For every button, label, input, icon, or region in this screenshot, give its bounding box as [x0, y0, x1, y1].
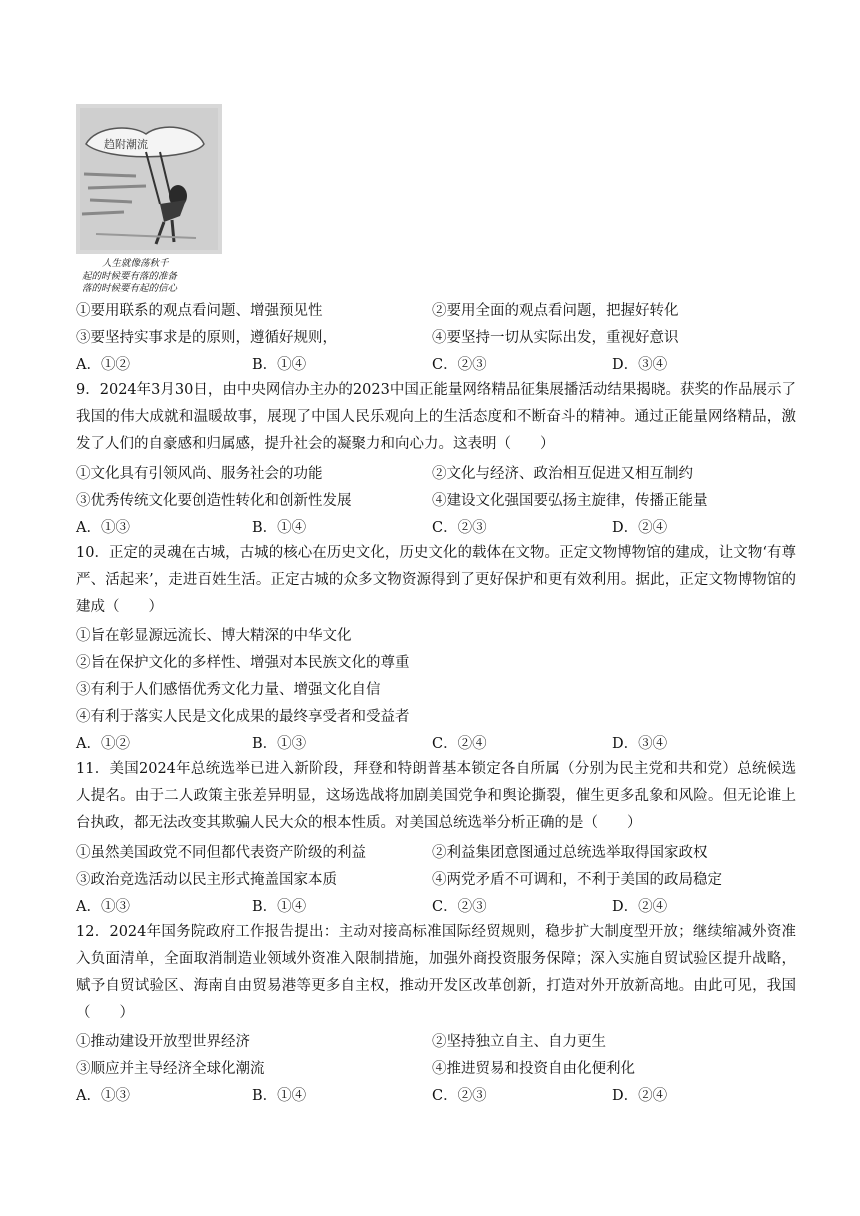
q9-answer-c[interactable]: C．②③: [432, 520, 487, 536]
q10-answer-a[interactable]: A．①②: [76, 736, 130, 752]
q8-answer-d[interactable]: D．③④: [612, 357, 668, 373]
q9-option-4: ④建设文化强国要弘扬主旋律，传播正能量: [432, 493, 708, 509]
cartoon-caption-3: 落的时候要有起的信心: [82, 283, 178, 292]
q8-option-1: ①要用联系的观点看问题、增强预见性: [76, 303, 323, 319]
q12-stem: 12．2024年国务院政府工作报告提出：主动对接高标准国际经贸规则，稳步扩大制度型开放；继续缩减外资准入负面清单，全面取消制造业领域外资准入限制措施，加强外商投资服务保障；深入实施自贸试验区提升战略，赋予自贸试验区、海南自由贸易港等更多自主权，推动开发区改革创新，打造对外开放新高地。由此可见，我国（ ）: [76, 924, 796, 1021]
q12-answer-d[interactable]: D．②④: [612, 1088, 668, 1104]
q10-option-1: ①旨在彰显源远流长、博大精深的中华文化: [76, 628, 352, 644]
q12-answer-c[interactable]: C．②③: [432, 1088, 487, 1104]
q12-option-1: ①推动建设开放型世界经济: [76, 1034, 250, 1050]
q9-answer-d[interactable]: D．②④: [612, 520, 668, 536]
q11-option-3: ③政治竞选活动以民主形式掩盖国家本质: [76, 872, 337, 888]
cartoon-sign-text: 趋附潮流: [104, 138, 148, 151]
q11-answer-c[interactable]: C．②③: [432, 899, 487, 915]
q11-option-1: ①虽然美国政党不同但都代表资产阶级的利益: [76, 845, 366, 861]
q10-answer-c[interactable]: C．②④: [432, 736, 487, 752]
q11-answer-a[interactable]: A．①③: [76, 899, 130, 915]
q12-answer-a[interactable]: A．①③: [76, 1088, 130, 1104]
q12-answer-b[interactable]: B．①④: [252, 1088, 307, 1104]
q9-option-3: ③优秀传统文化要创造性转化和创新性发展: [76, 493, 352, 509]
swing-cartoon-image: [76, 104, 222, 292]
q10-answer-d[interactable]: D．③④: [612, 736, 668, 752]
q9-stem: 9．2024年3月30日，由中央网信办主办的2023中国正能量网络精品征集展播活动结果揭晓。获奖的作品展示了我国的伟大成就和温暖故事，展现了中国人民乐观向上的生活态度和不断奋斗的精神。通过正能量网络精品，激发了人们的自豪感和归属感，提升社会的凝聚力和向心力。这表明（ ）: [76, 382, 796, 452]
q10-answer-b[interactable]: B．①③: [252, 736, 307, 752]
q8-option-3: ③要坚持实事求是的原则，遵循好规则，: [76, 330, 337, 346]
q8-option-4: ④要坚持一切从实际出发，重视好意识: [432, 330, 679, 346]
q11-answer-d[interactable]: D．②④: [612, 899, 668, 915]
q9-answer-a[interactable]: A．①③: [76, 520, 130, 536]
q11-option-4: ④两党矛盾不可调和，不利于美国的政局稳定: [432, 872, 722, 888]
q12-option-4: ④推进贸易和投资自由化便利化: [432, 1061, 635, 1077]
q9-option-2: ②文化与经济、政治相互促进又相互制约: [432, 466, 693, 482]
q10-option-4: ④有利于落实人民是文化成果的最终享受者和受益者: [76, 709, 410, 725]
q10-option-2: ②旨在保护文化的多样性、增强对本民族文化的尊重: [76, 655, 410, 671]
q12-option-3: ③顺应并主导经济全球化潮流: [76, 1061, 265, 1077]
q8-option-2: ②要用全面的观点看问题，把握好转化: [432, 303, 679, 319]
q12-option-2: ②坚持独立自主、自力更生: [432, 1034, 606, 1050]
q8-answer-c[interactable]: C．②③: [432, 357, 487, 373]
swing-cartoon-drawing: [76, 104, 222, 292]
q8-answer-a[interactable]: A．①②: [76, 357, 130, 373]
cartoon-caption-2: 起的时候要有落的准备: [82, 271, 178, 282]
q11-answer-b[interactable]: B．①④: [252, 899, 307, 915]
q10-option-3: ③有利于人们感悟优秀文化力量、增强文化自信: [76, 682, 381, 698]
q10-stem: 10．正定的灵魂在古城，古城的核心在历史文化，历史文化的载体在文物。正定文物博物馆的建成，让文物‘有尊严、活起来’，走进百姓生活。正定古城的众多文物资源得到了更好保护和更有效利用。据此，正定文物博物馆的建成（ ）: [76, 545, 796, 615]
q11-option-2: ②利益集团意图通过总统选举取得国家政权: [432, 845, 708, 861]
cartoon-caption-1: 人生就像荡秋千: [102, 258, 169, 269]
q8-answer-b[interactable]: B．①④: [252, 357, 307, 373]
q11-stem: 11．美国2024年总统选举已进入新阶段，拜登和特朗普基本锁定各自所属（分别为民主党和共和党）总统候选人提名。由于二人政策主张差异明显，这场选战将加剧美国党争和舆论撕裂，催生更多乱象和风险。但无论谁上台执政，都无法改变其欺骗人民大众的根本性质。对美国总统选举分析正确的是（ ）: [76, 761, 796, 831]
q9-option-1: ①文化具有引领风尚、服务社会的功能: [76, 466, 323, 482]
q9-answer-b[interactable]: B．①④: [252, 520, 307, 536]
